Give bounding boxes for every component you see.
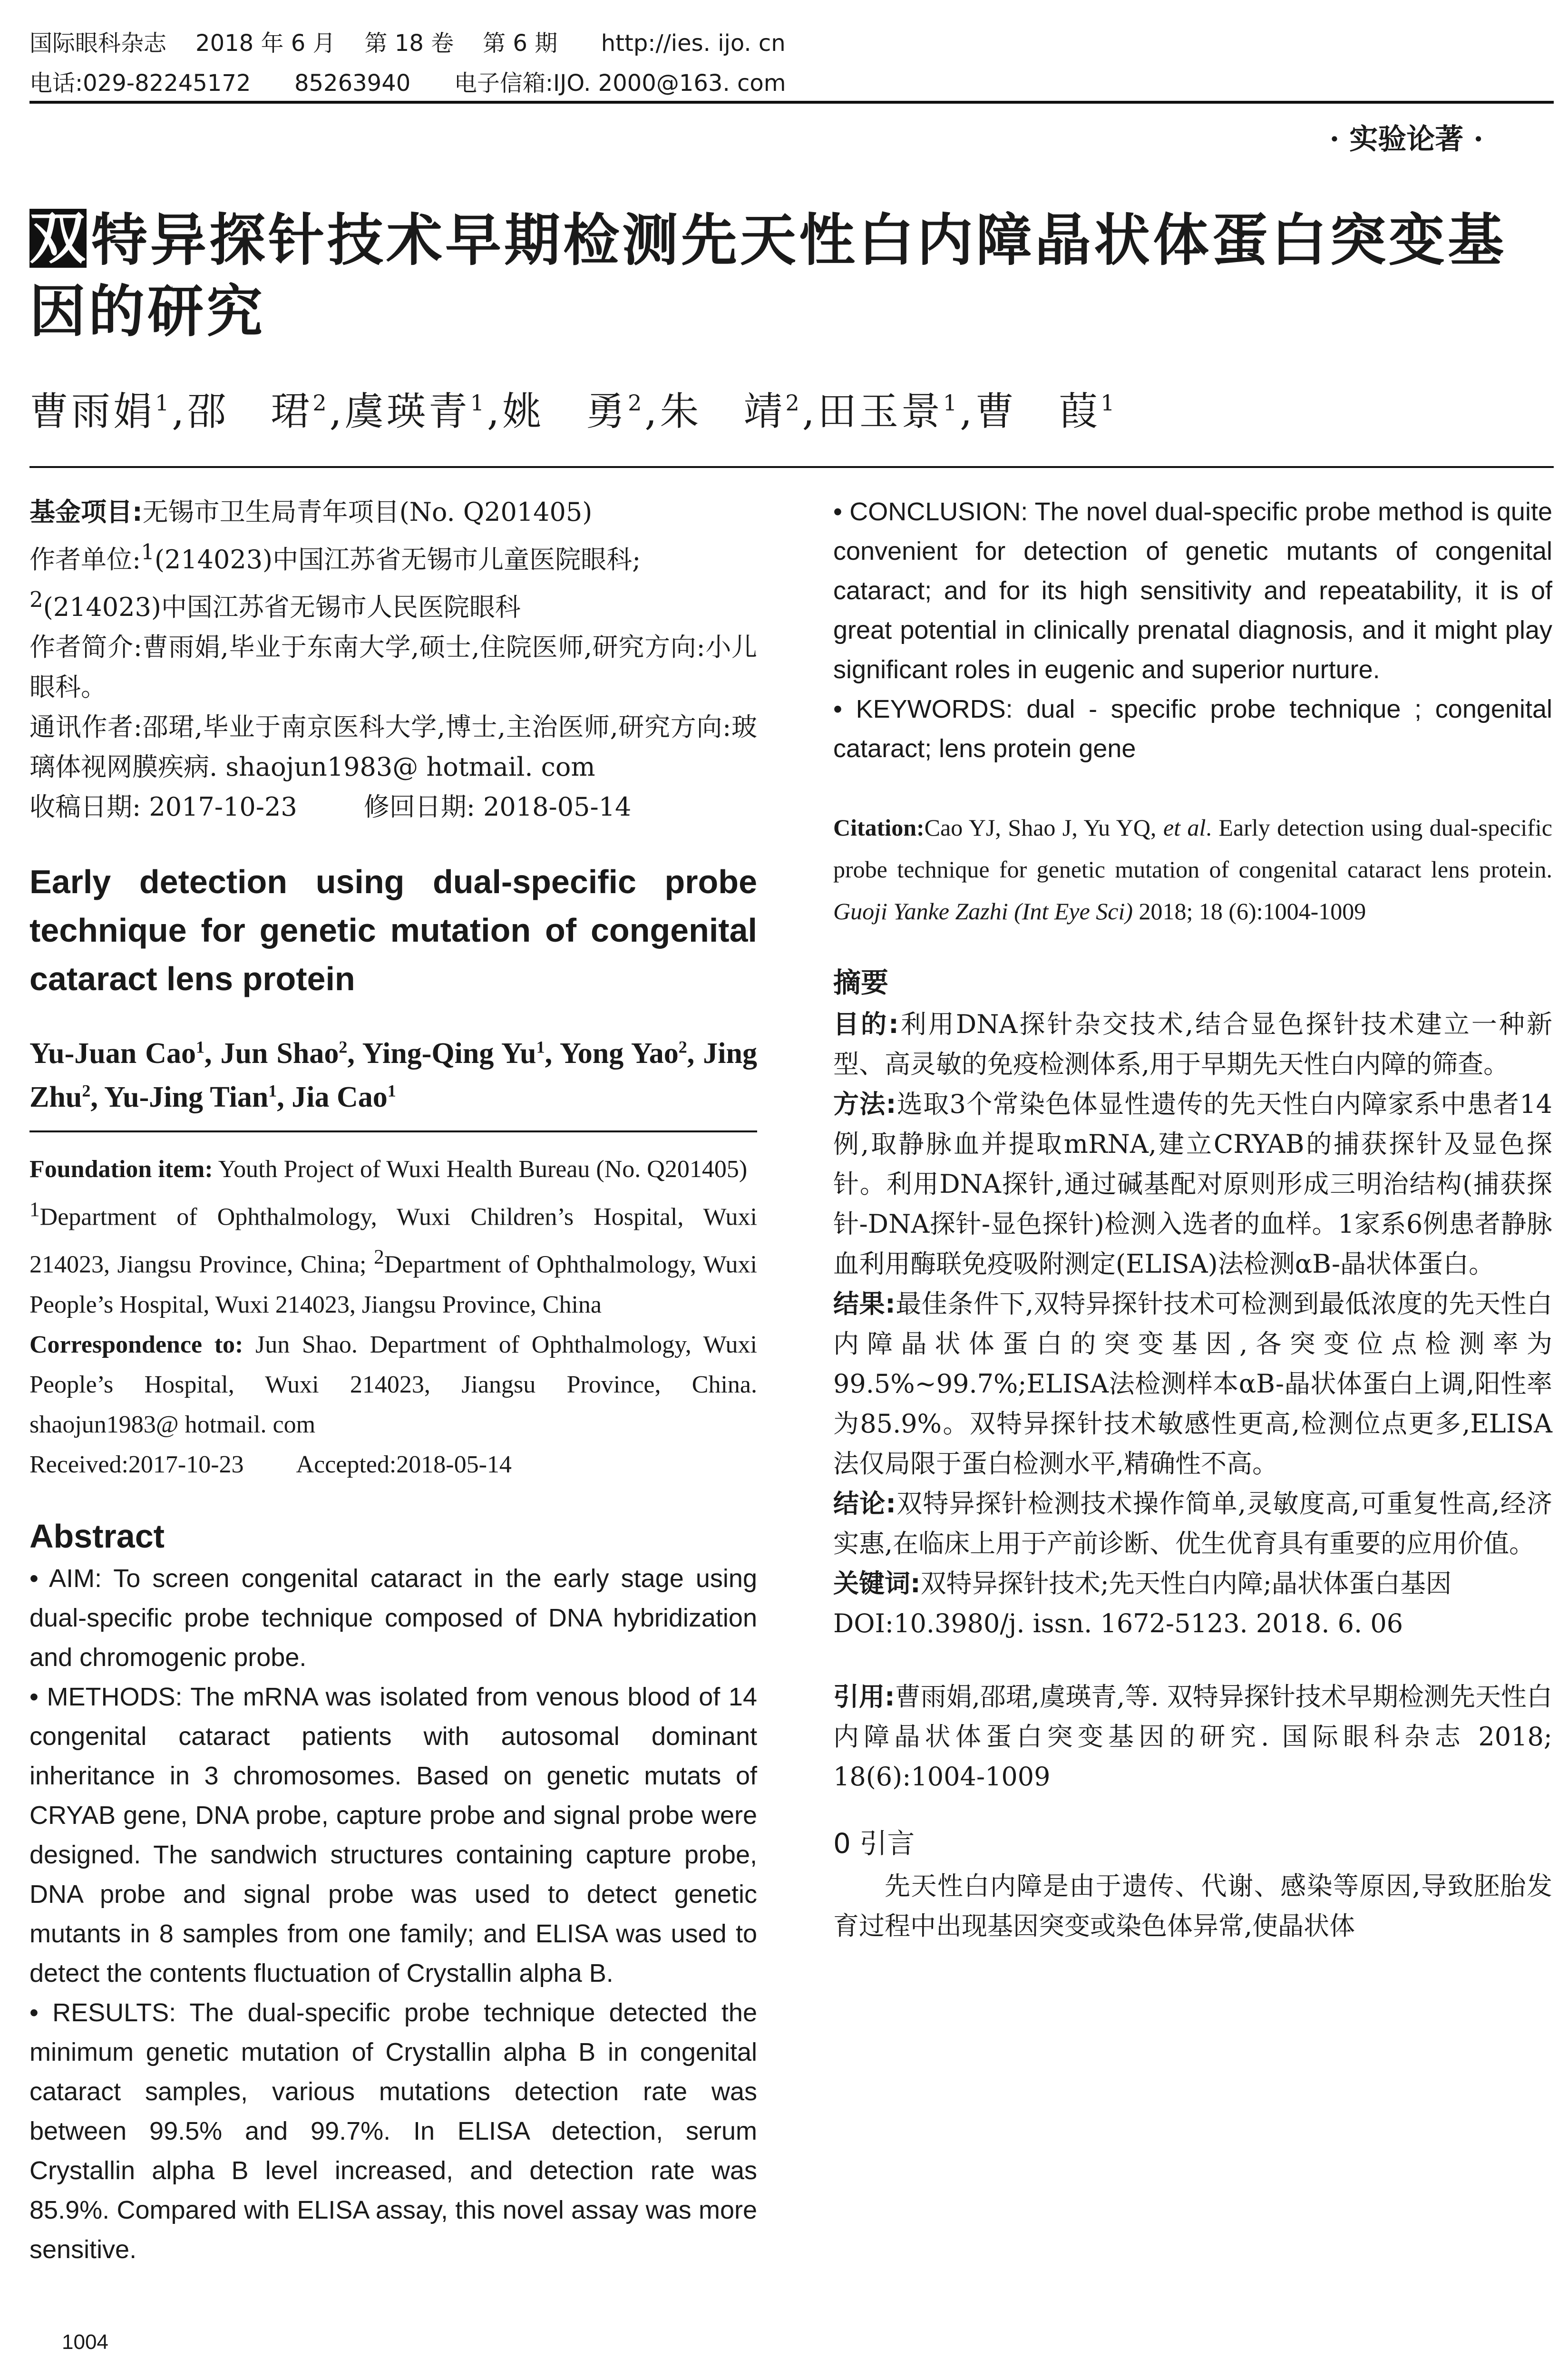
unit-sup: 1 [141, 539, 155, 565]
author-name-en: Yu-Juan Cao [29, 1037, 196, 1070]
unit-text: (214023)中国江苏省无锡市儿童医院眼科; [154, 545, 641, 575]
dates-line [29, 787, 757, 827]
left-column [29, 492, 757, 2270]
abstract-cn-body [833, 1004, 1552, 1644]
author-name: 邵 珺 [187, 389, 313, 434]
unit-sup: 2 [29, 587, 43, 612]
author-name-en: Yong Yao [559, 1037, 679, 1070]
title-first-char-mark: 双 [29, 205, 89, 271]
author-name-en: Jun Shao [220, 1037, 339, 1070]
author-name: 曹 葭 [975, 389, 1101, 434]
section-label: · 实验论著 · [1329, 123, 1483, 156]
abstract-cn-conclusion [833, 1484, 1552, 1564]
author-affiliation-mark: 1 [943, 390, 960, 416]
aim-text: 利用DNA探针杂交技术,结合显色探针技术建立一种新型、高灵敏的免疫检测体系,用于早期先天性白内障的筛查。 [833, 1009, 1552, 1079]
page-number: 1004 [62, 2330, 108, 2354]
conclusion-label: 结论: [833, 1489, 896, 1519]
abstract-cn-keywords [833, 1564, 1552, 1604]
foundation-line [29, 1150, 757, 1189]
authors-rule [29, 466, 1554, 468]
title-text: 特异探针技术早期检测先天性白内障晶状体蛋白突变基因的研究 [29, 207, 1507, 344]
correspondence-label: Correspondence to: [29, 1331, 243, 1358]
author-name: 朱 靖 [660, 389, 786, 434]
foundation-text: Youth Project of Wuxi Health Bureau (No. Q201405) [213, 1156, 748, 1183]
unit-line [29, 532, 757, 627]
author-name: 姚 勇 [502, 389, 628, 434]
citation-cn-label: 引用: [833, 1682, 895, 1712]
fund-label: 基金项目: [29, 497, 143, 527]
author-affiliation-mark: 2 [339, 1037, 348, 1057]
author-affiliation-mark: 1 [470, 390, 487, 416]
abstract-methods: • METHODS: The mRNA was isolated from venous blood of 14 congenital cataract patients with autosomal dominant inheritance in 3 chromosomes. Based on genetic mutats of CRYAB gene, DNA probe, capture probe and signal probe were designed. The sandwich structures containing capture probe, DNA probe and signal probe was used to detect genetic mutants in 8 samples from one family; and ELISA was used to detect the contents fluctuation of Crystallin alpha B. [29, 1682, 757, 1987]
abstract-en-continued [833, 492, 1552, 769]
author-name-en: Ying-Qing Yu [362, 1037, 536, 1070]
aim-label: 目的: [833, 1009, 899, 1039]
abstract-cn-heading: 摘要 [833, 966, 889, 999]
unit-label: 作者单位: [29, 545, 141, 575]
correspondence-line [29, 1325, 757, 1445]
keywords-label: 关键词: [833, 1568, 921, 1598]
received-en: Received:2017-10-23 [29, 1451, 244, 1478]
accepted-en: Accepted:2018-05-14 [296, 1451, 512, 1478]
fund-line [29, 492, 757, 532]
article-title [29, 205, 1551, 347]
received-date: 收稿日期: 2017-10-23 [29, 792, 297, 822]
abstract-keywords: • KEYWORDS: dual - specific probe technique ; congenital cataract; lens protein gene [833, 695, 1552, 763]
citation-etal: et al [1163, 814, 1206, 841]
intro-paragraph: 先天性白内障是由于遗传、代谢、感染等原因,导致胚胎发育过程中出现基因突变或染色体异常,使晶状体 [833, 1871, 1552, 1941]
dept-text: Department of Ophthalmology, Wuxi Children’s Hospital, Wuxi 214023, Jiangsu Province, China; [29, 1203, 757, 1278]
author-affiliation-mark: 1 [387, 1081, 396, 1101]
citation-cn [833, 1677, 1552, 1797]
abstract-aim: • AIM: To screen congenital cataract in the early stage using dual-specific probe technique composed of DNA hybridization and chromogenic probe. [29, 1564, 757, 1672]
citation-text: Cao YJ, Shao J, Yu YQ, [924, 814, 1163, 841]
en-dates-line [29, 1445, 757, 1485]
author-affiliation-mark: 1 [268, 1081, 277, 1101]
author-name-en: Jing Zhu [29, 1037, 758, 1113]
journal-header-line1: 国际眼科杂志 2018 年 6 月 第 18 卷 第 6 期 http://ies. ijo. cn [29, 30, 786, 57]
corr-text: 邵珺,毕业于南京医科大学,博士,主治医师,研究方向:玻璃体视网膜疾病. shaojun1983@ hotmail. com [29, 712, 757, 782]
citation-journal: Guoji Yanke Zazhi (Int Eye Sci) [833, 898, 1133, 925]
author-name: 虞瑛青 [344, 389, 470, 434]
bio-line [29, 627, 757, 707]
abstract-cn-methods [833, 1084, 1552, 1284]
citation-text: . Early detection using dual-specific probe technique for genetic mutation of congenital cataract lens protein. [833, 814, 1552, 883]
header-rule [29, 101, 1554, 104]
dept-sup: 2 [374, 1246, 384, 1269]
foundation-label: Foundation item: [29, 1156, 213, 1183]
corr-label: 通讯作者: [29, 712, 142, 742]
results-label: 结果: [833, 1289, 896, 1319]
unit-text: (214023)中国江苏省无锡市人民医院眼科 [43, 592, 521, 622]
abstract-heading: Abstract [29, 1517, 165, 1555]
methods-label: 方法: [833, 1089, 896, 1119]
author-affiliation-mark: 2 [678, 1037, 687, 1057]
revised-date: 修回日期: 2018-05-14 [363, 792, 632, 822]
citation-text: 2018; 18 (6):1004-1009 [1133, 898, 1366, 925]
author-name: 田玉景 [817, 389, 943, 434]
correspondence-text: Jun Shao. Department of Ophthalmology, Wuxi People’s Hospital, Wuxi 214023, Jiangsu Province, China. shaojun1983@ hotmail. com [29, 1331, 757, 1438]
author-list-en: Yu-Juan Cao$^1$, Jun Shao$^2$, Ying-Qing Yu$^1$, Yong Yao$^2$, Jing Zhu$^2$, Yu-Jing Tian$^1$, Jia Cao$^1$ [29, 1037, 758, 1113]
intro-heading: 0 引言 [833, 1827, 915, 1860]
author-name-en: Jia Cao [292, 1081, 388, 1113]
bio-label: 作者简介: [29, 632, 142, 662]
author-affiliation-mark: 2 [628, 390, 645, 416]
methods-text: 选取3个常染色体显性遗传的先天性白内障家系中患者14例,取静脉血并提取mRNA,建立CRYAB的捕获探针及显色探针。利用DNA探针,通过碱基配对原则形成三明治结构(捕获探针-DNA探针-显色探针)检测入选者的血样。1家系6例患者静脉血利用酶联免疫吸附测定(ELISA)法检测αB-晶状体蛋白。 [833, 1089, 1552, 1279]
author-list-cn: 曹雨娟$^1$,邵 珺$^2$,虞瑛青$^1$,姚 勇$^2$,朱 靖$^2$,田玉景$^1$,曹 葭$^1$ [29, 389, 1118, 434]
abstract-results: • RESULTS: The dual-specific probe technique detected the minimum genetic mutation of Crystallin alpha B in congenital cataract samples, various mutations detection rate was between 99.5% and 99.7%. In ELISA detection, serum Crystallin alpha B level increased, and detection rate was 85.9%. Compared with ELISA assay, this novel assay was more sensitive. [29, 1998, 757, 2264]
departments-line [29, 1189, 757, 1325]
abstract-conclusion: • CONCLUSION: The novel dual-specific probe method is quite convenient for detection of genetic mutants of congenital cataract; and for its high sensitivity and repeatability, it is of great potential in clinically prenatal diagnosis, and it might play significant roles in eugenic and superior nurture. [833, 497, 1552, 684]
citation-en [833, 807, 1552, 932]
author-affiliation-mark: 1 [1101, 390, 1118, 416]
abstract-cn-results [833, 1284, 1552, 1484]
conclusion-text: 双特异探针检测技术操作简单,灵敏度高,可重复性高,经济实惠,在临床上用于产前诊断、优生优育具有重要的应用价值。 [833, 1489, 1552, 1559]
journal-header-line2: 电话:029-82245172 85263940 电子信箱:IJO. 2000@163. com [29, 70, 786, 97]
abstract-cn-aim [833, 1004, 1552, 1084]
right-column [833, 492, 1552, 1946]
citation-label: Citation: [833, 814, 925, 841]
results-text: 最佳条件下,双特异探针技术可检测到最低浓度的先天性白内障晶状体蛋白的突变基因,各突变位点检测率为99.5%~99.7%;ELISA法检测样本αB-晶状体蛋白上调,阳性率为85.9%。双特异探针技术敏感性更高,检测位点更多,ELISA法仅局限于蛋白检测水平,精确性不高。 [833, 1289, 1552, 1479]
author-affiliation-mark: 1 [195, 1037, 205, 1057]
author-affiliation-mark: 2 [312, 390, 330, 416]
abstract-en-body [29, 1559, 757, 2270]
dept-sup: 1 [29, 1198, 40, 1221]
author-affiliation-mark: 2 [785, 390, 802, 416]
author-affiliation-mark: 1 [536, 1037, 545, 1057]
fund-text: 无锡市卫生局青年项目(No. Q201405) [142, 497, 593, 527]
keywords-text: 双特异探针技术;先天性白内障;晶状体蛋白基因 [920, 1568, 1451, 1598]
author-name: 曹雨娟 [29, 389, 156, 434]
corr-line [29, 707, 757, 787]
english-title: Early detection using dual-specific probe technique for genetic mutation of congenital cataract lens protein [29, 863, 757, 997]
author-affiliation-mark: 1 [155, 390, 172, 416]
doi-line: DOI:10.3980/j. issn. 1672-5123. 2018. 6. 06 [833, 1608, 1403, 1638]
bio-text: 曹雨娟,毕业于东南大学,硕士,住院医师,研究方向:小儿眼科。 [29, 632, 757, 702]
dept-text: Department of Ophthalmology, Wuxi People’s Hospital, Wuxi 214023, Jiangsu Province, China [29, 1251, 757, 1318]
en-meta-block [29, 1150, 757, 1485]
author-affiliation-mark: 2 [82, 1081, 91, 1101]
author-name-en: Yu-Jing Tian [104, 1081, 269, 1113]
citation-cn-text: 曹雨娟,邵珺,虞瑛青,等. 双特异探针技术早期检测先天性白内障晶状体蛋白突变基因的研究. 国际眼科杂志 2018; 18(6):1004-1009 [833, 1682, 1552, 1792]
cn-meta-block [29, 492, 757, 827]
